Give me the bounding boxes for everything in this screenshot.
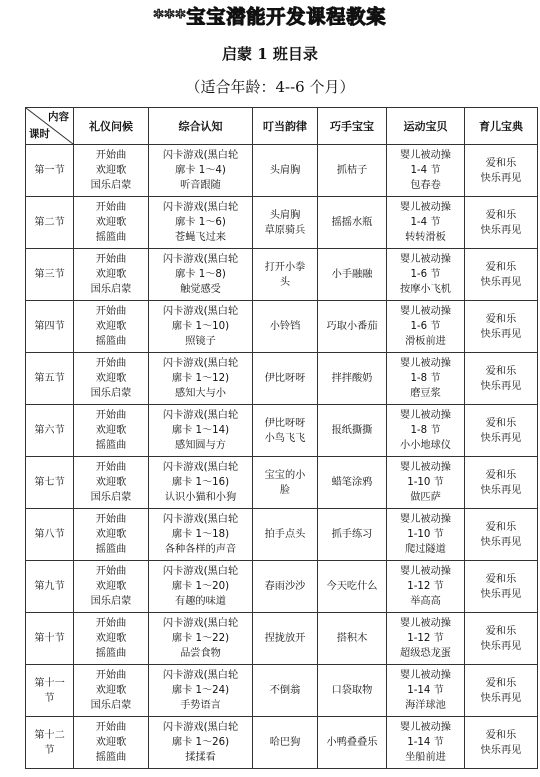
parenting-cell-line: 爱和乐 bbox=[485, 261, 517, 273]
parenting-cell bbox=[465, 249, 538, 301]
cognition-cell bbox=[149, 509, 253, 561]
sport-cell-line: 1-12 节 bbox=[407, 581, 444, 592]
lesson-cell-line: 第十一 bbox=[34, 677, 65, 689]
rhythm-cell-line: 脸 bbox=[279, 484, 291, 496]
cognition-cell-line: 廓卡 1～26) bbox=[171, 737, 230, 748]
cognition-cell-line: 感知圆与方 bbox=[175, 440, 226, 451]
lesson-cell bbox=[26, 301, 74, 353]
cognition-cell-line: 廓卡 1～22) bbox=[171, 633, 230, 644]
sport-cell bbox=[387, 145, 465, 197]
table-header-row bbox=[26, 108, 538, 145]
parenting-cell-line: 爱和乐 bbox=[485, 521, 517, 533]
lesson-cell bbox=[26, 145, 74, 197]
parenting-cell-line: 快乐再见 bbox=[480, 484, 522, 496]
table-row bbox=[26, 197, 538, 249]
lesson-cell-line: 第十节 bbox=[34, 633, 65, 644]
lesson-cell-line: 第八节 bbox=[34, 529, 65, 540]
sport-cell-line: 1-14 节 bbox=[407, 685, 444, 696]
parenting-cell bbox=[465, 145, 538, 197]
column-header-rhythm: 叮当韵律 bbox=[253, 108, 318, 145]
lesson-cell-line: 第二节 bbox=[34, 217, 65, 228]
rhythm-cell-line: 头 bbox=[279, 276, 291, 288]
greeting-cell-line: 开始曲 bbox=[95, 358, 127, 369]
sport-cell-line: 按摩小飞机 bbox=[400, 284, 451, 295]
sport-cell-line: 婴儿被动操 bbox=[400, 670, 451, 681]
sport-cell bbox=[387, 561, 465, 613]
hands-cell bbox=[318, 665, 387, 717]
greeting-cell-line: 欢迎歌 bbox=[95, 685, 127, 696]
table-row bbox=[26, 509, 538, 561]
sport-cell-line: 1-6 节 bbox=[410, 269, 441, 280]
parenting-cell-line: 爱和乐 bbox=[485, 677, 517, 689]
greeting-cell-line: 欢迎歌 bbox=[95, 425, 127, 436]
greeting-cell-line: 欢迎歌 bbox=[95, 373, 127, 384]
cognition-cell-line: 廓卡 1～10) bbox=[171, 321, 230, 332]
parenting-cell-line: 快乐再见 bbox=[480, 432, 522, 444]
sport-cell-line: 1-4 节 bbox=[410, 217, 441, 228]
rhythm-cell bbox=[253, 665, 318, 717]
cognition-cell-line: 闪卡游戏(黑白轮 bbox=[162, 618, 239, 629]
lesson-plan-table bbox=[25, 107, 538, 769]
hands-cell-line: 口袋取物 bbox=[331, 685, 373, 696]
greeting-cell-line: 国乐启蒙 bbox=[90, 596, 132, 607]
sport-cell bbox=[387, 197, 465, 249]
sport-cell-line: 婴儿被动操 bbox=[400, 254, 451, 265]
hands-cell bbox=[318, 405, 387, 457]
rhythm-cell-line: 宝宝的小 bbox=[264, 469, 306, 481]
greeting-cell-line: 欢迎歌 bbox=[95, 581, 127, 592]
greeting-cell-line: 开始曲 bbox=[95, 462, 127, 473]
rhythm-cell bbox=[253, 561, 318, 613]
greeting-cell-line: 开始曲 bbox=[95, 618, 127, 629]
greeting-cell-line: 欢迎歌 bbox=[95, 165, 127, 176]
cognition-cell-line: 廓卡 1～20) bbox=[171, 581, 230, 592]
rhythm-cell-line: 捏拢放开 bbox=[264, 633, 306, 644]
table-row bbox=[26, 249, 538, 301]
cognition-cell bbox=[149, 197, 253, 249]
column-header-sport: 运动宝贝 bbox=[387, 108, 465, 145]
hands-cell bbox=[318, 145, 387, 197]
table-row bbox=[26, 353, 538, 405]
sport-cell-line: 婴儿被动操 bbox=[400, 358, 451, 369]
lesson-cell-line: 第三节 bbox=[34, 269, 65, 280]
sport-cell-line: 婴儿被动操 bbox=[400, 722, 451, 733]
cognition-cell-line: 廓卡 1～8) bbox=[175, 269, 226, 280]
cognition-cell-line: 廓卡 1～4) bbox=[175, 165, 226, 176]
parenting-cell-line: 快乐再见 bbox=[480, 692, 522, 704]
hands-cell bbox=[318, 353, 387, 405]
column-header-greeting: 礼仪问候 bbox=[74, 108, 149, 145]
class-catalog-title: 启蒙 1 班目录 bbox=[222, 45, 318, 63]
hands-cell bbox=[318, 457, 387, 509]
sport-cell-line: 包春卷 bbox=[410, 180, 441, 191]
hands-cell-line: 报纸撕撕 bbox=[331, 425, 373, 436]
sport-cell-line: 婴儿被动操 bbox=[400, 306, 451, 317]
corner-label-lesson: 课时 bbox=[29, 128, 50, 140]
parenting-cell-line: 快乐再见 bbox=[480, 380, 522, 392]
parenting-cell-line: 快乐再见 bbox=[480, 640, 522, 652]
cognition-cell-line: 闪卡游戏(黑白轮 bbox=[162, 722, 239, 733]
table-row bbox=[26, 717, 538, 769]
sport-cell-line: 做匹萨 bbox=[410, 492, 441, 503]
hands-cell-line: 小鸭叠叠乐 bbox=[326, 737, 378, 748]
sport-cell bbox=[387, 613, 465, 665]
greeting-cell-line: 摇篮曲 bbox=[95, 336, 127, 347]
column-header-parenting: 育儿宝典 bbox=[465, 108, 538, 145]
lesson-cell bbox=[26, 353, 74, 405]
parenting-cell-line: 爱和乐 bbox=[485, 365, 517, 377]
greeting-cell-line: 开始曲 bbox=[95, 254, 127, 265]
table-row bbox=[26, 613, 538, 665]
hands-cell-line: 搭积木 bbox=[336, 633, 368, 644]
parenting-cell bbox=[465, 717, 538, 769]
cognition-cell-line: 廓卡 1～24) bbox=[171, 685, 230, 696]
greeting-cell-line: 欢迎歌 bbox=[95, 737, 127, 748]
greeting-cell-line: 开始曲 bbox=[95, 670, 127, 681]
sport-cell-line: 磨豆浆 bbox=[410, 388, 441, 399]
greeting-cell-line: 摇篮曲 bbox=[95, 544, 127, 555]
cognition-cell-line: 闪卡游戏(黑白轮 bbox=[162, 150, 239, 161]
greeting-cell-line: 欢迎歌 bbox=[95, 529, 127, 540]
rhythm-cell-line: 伊比呀呀 bbox=[264, 417, 306, 429]
lesson-cell-line: 第九节 bbox=[34, 581, 65, 592]
hands-cell-line: 今天吃什么 bbox=[326, 581, 378, 592]
rhythm-cell-line: 不倒翁 bbox=[269, 685, 301, 696]
cognition-cell-line: 廓卡 1～14) bbox=[171, 425, 230, 436]
sport-cell bbox=[387, 301, 465, 353]
lesson-cell-line: 第六节 bbox=[34, 425, 65, 436]
parenting-cell-line: 快乐再见 bbox=[480, 224, 522, 236]
sport-cell-line: 超级恐龙蛋 bbox=[400, 648, 451, 659]
hands-cell bbox=[318, 301, 387, 353]
cognition-cell-line: 闪卡游戏(黑白轮 bbox=[162, 202, 239, 213]
lesson-cell-line: 第七节 bbox=[34, 477, 65, 488]
sport-cell-line: 1-8 节 bbox=[410, 425, 441, 436]
rhythm-cell bbox=[253, 509, 318, 561]
cognition-cell bbox=[149, 561, 253, 613]
table-row bbox=[26, 665, 538, 717]
sport-cell-line: 转转滑板 bbox=[405, 232, 446, 243]
rhythm-cell bbox=[253, 405, 318, 457]
sport-cell-line: 滑板前进 bbox=[405, 336, 446, 347]
hands-cell bbox=[318, 613, 387, 665]
sport-cell-line: 举高高 bbox=[410, 596, 441, 607]
parenting-cell-line: 爱和乐 bbox=[485, 625, 517, 637]
cognition-cell bbox=[149, 717, 253, 769]
sport-cell-line: 1-4 节 bbox=[410, 165, 441, 176]
parenting-cell bbox=[465, 509, 538, 561]
greeting-cell-line: 国乐启蒙 bbox=[90, 284, 132, 295]
cognition-cell bbox=[149, 353, 253, 405]
sport-cell-line: 1-14 节 bbox=[407, 737, 444, 748]
sport-cell-line: 1-10 节 bbox=[407, 477, 444, 488]
greeting-cell bbox=[74, 301, 149, 353]
cognition-cell-line: 闪卡游戏(黑白轮 bbox=[162, 306, 239, 317]
table-row bbox=[26, 561, 538, 613]
greeting-cell-line: 国乐启蒙 bbox=[90, 492, 132, 503]
lesson-cell-line: 第十二 bbox=[34, 729, 65, 741]
lesson-cell-line: 第四节 bbox=[34, 321, 65, 332]
sport-cell-line: 小小地球仪 bbox=[400, 440, 451, 451]
hands-cell bbox=[318, 249, 387, 301]
cognition-cell-line: 有趣的味道 bbox=[175, 596, 226, 607]
cognition-cell bbox=[149, 249, 253, 301]
parenting-cell bbox=[465, 301, 538, 353]
rhythm-cell bbox=[253, 301, 318, 353]
greeting-cell-line: 开始曲 bbox=[95, 150, 127, 161]
table-row bbox=[26, 145, 538, 197]
greeting-cell bbox=[74, 197, 149, 249]
hands-cell-line: 摇摇水瓶 bbox=[331, 217, 373, 228]
parenting-cell-line: 爱和乐 bbox=[485, 469, 517, 481]
cognition-cell bbox=[149, 457, 253, 509]
cognition-cell-line: 闪卡游戏(黑白轮 bbox=[162, 358, 239, 369]
cognition-cell-line: 闪卡游戏(黑白轮 bbox=[162, 410, 239, 421]
parenting-cell-line: 爱和乐 bbox=[485, 157, 517, 169]
parenting-cell bbox=[465, 613, 538, 665]
parenting-cell bbox=[465, 353, 538, 405]
greeting-cell bbox=[74, 665, 149, 717]
rhythm-cell bbox=[253, 249, 318, 301]
lesson-cell-line: 节 bbox=[44, 744, 55, 756]
greeting-cell-line: 摇篮曲 bbox=[95, 232, 127, 243]
parenting-cell-line: 爱和乐 bbox=[485, 417, 517, 429]
sport-cell-line: 爬过隧道 bbox=[405, 544, 446, 555]
greeting-cell-line: 摇篮曲 bbox=[95, 752, 127, 763]
lesson-cell-line: 节 bbox=[44, 692, 55, 704]
rhythm-cell bbox=[253, 613, 318, 665]
parenting-cell-line: 爱和乐 bbox=[485, 729, 517, 741]
greeting-cell bbox=[74, 249, 149, 301]
lesson-cell bbox=[26, 613, 74, 665]
parenting-cell bbox=[465, 197, 538, 249]
parenting-cell-line: 快乐再见 bbox=[480, 172, 522, 184]
sport-cell-line: 1-8 节 bbox=[410, 373, 441, 384]
cognition-cell-line: 闪卡游戏(黑白轮 bbox=[162, 566, 239, 577]
cognition-cell-line: 闪卡游戏(黑白轮 bbox=[162, 462, 239, 473]
lesson-cell bbox=[26, 405, 74, 457]
lesson-cell-line: 第一节 bbox=[34, 165, 65, 176]
cognition-cell bbox=[149, 665, 253, 717]
sport-cell-line: 婴儿被动操 bbox=[400, 514, 451, 525]
greeting-cell bbox=[74, 457, 149, 509]
cognition-cell-line: 闪卡游戏(黑白轮 bbox=[162, 254, 239, 265]
greeting-cell-line: 欢迎歌 bbox=[95, 633, 127, 644]
sport-cell bbox=[387, 457, 465, 509]
sport-cell-line: 婴儿被动操 bbox=[400, 410, 451, 421]
cognition-cell bbox=[149, 405, 253, 457]
parenting-cell-line: 爱和乐 bbox=[485, 313, 517, 325]
rhythm-cell bbox=[253, 197, 318, 249]
cognition-cell-line: 听音跟随 bbox=[180, 180, 221, 191]
cognition-cell-line: 廓卡 1～12) bbox=[171, 373, 230, 384]
parenting-cell-line: 爱和乐 bbox=[485, 573, 517, 585]
greeting-cell-line: 欢迎歌 bbox=[95, 217, 127, 228]
cognition-cell bbox=[149, 613, 253, 665]
greeting-cell bbox=[74, 509, 149, 561]
sport-cell-line: 婴儿被动操 bbox=[400, 566, 451, 577]
cognition-cell-line: 廓卡 1～16) bbox=[171, 477, 230, 488]
greeting-cell-line: 开始曲 bbox=[95, 514, 127, 525]
greeting-cell bbox=[74, 613, 149, 665]
sport-cell bbox=[387, 249, 465, 301]
rhythm-cell bbox=[253, 353, 318, 405]
sport-cell-line: 1-10 节 bbox=[407, 529, 444, 540]
lesson-cell bbox=[26, 509, 74, 561]
cognition-cell-line: 闪卡游戏(黑白轮 bbox=[162, 670, 239, 681]
greeting-cell bbox=[74, 717, 149, 769]
parenting-cell-line: 快乐再见 bbox=[480, 536, 522, 548]
parenting-cell-line: 快乐再见 bbox=[480, 588, 522, 600]
rhythm-cell-line: 哈巴狗 bbox=[269, 737, 301, 748]
age-range-note: （适合年龄：4--6 个月） bbox=[185, 78, 355, 96]
rhythm-cell-line: 头肩胸 bbox=[269, 209, 301, 221]
sport-cell-line: 婴儿被动操 bbox=[400, 462, 451, 473]
rhythm-cell-line: 打开小拳 bbox=[264, 261, 306, 273]
hands-cell-line: 巧取小番茄 bbox=[326, 321, 378, 332]
greeting-cell-line: 开始曲 bbox=[95, 566, 127, 577]
lesson-cell bbox=[26, 717, 74, 769]
hands-cell bbox=[318, 509, 387, 561]
sport-cell-line: 1-12 节 bbox=[407, 633, 444, 644]
cognition-cell-line: 苍蝇飞过来 bbox=[175, 232, 226, 243]
sport-cell-line: 海洋球池 bbox=[405, 700, 446, 711]
column-header-hands: 巧手宝宝 bbox=[318, 108, 387, 145]
rhythm-cell-line: 小铃铛 bbox=[269, 321, 301, 332]
greeting-cell-line: 开始曲 bbox=[95, 306, 127, 317]
sport-cell-line: 婴儿被动操 bbox=[400, 618, 451, 629]
rhythm-cell-line: 草原骑兵 bbox=[264, 224, 306, 236]
corner-header-cell bbox=[26, 108, 74, 145]
parenting-cell-line: 爱和乐 bbox=[485, 209, 517, 221]
lesson-cell-line: 第五节 bbox=[34, 373, 65, 384]
cognition-cell-line: 触觉感受 bbox=[180, 284, 221, 295]
greeting-cell-line: 欢迎歌 bbox=[95, 269, 127, 280]
greeting-cell-line: 开始曲 bbox=[95, 202, 127, 213]
rhythm-cell-line: 伊比呀呀 bbox=[264, 373, 306, 384]
greeting-cell-line: 摇篮曲 bbox=[95, 440, 127, 451]
greeting-cell-line: 开始曲 bbox=[95, 722, 127, 733]
hands-cell-line: 蜡笔涂鸦 bbox=[331, 477, 373, 488]
lesson-cell bbox=[26, 457, 74, 509]
rhythm-cell-line: 头肩胸 bbox=[269, 165, 301, 176]
greeting-cell bbox=[74, 405, 149, 457]
parenting-cell-line: 快乐再见 bbox=[480, 276, 522, 288]
cognition-cell-line: 感知大与小 bbox=[175, 388, 226, 399]
greeting-cell-line: 欢迎歌 bbox=[95, 321, 127, 332]
sport-cell bbox=[387, 509, 465, 561]
cognition-cell-line: 闪卡游戏(黑白轮 bbox=[162, 514, 239, 525]
lesson-cell bbox=[26, 561, 74, 613]
rhythm-cell-line: 春雨沙沙 bbox=[264, 581, 306, 592]
rhythm-cell-line: 拍手点头 bbox=[264, 529, 306, 540]
lesson-cell bbox=[26, 249, 74, 301]
greeting-cell-line: 摇篮曲 bbox=[95, 648, 127, 659]
cognition-cell-line: 品尝食物 bbox=[180, 648, 221, 659]
corner-label-content: 内容 bbox=[48, 111, 69, 123]
sport-cell bbox=[387, 353, 465, 405]
sport-cell bbox=[387, 405, 465, 457]
sport-cell-line: 婴儿被动操 bbox=[400, 202, 451, 213]
greeting-cell bbox=[74, 353, 149, 405]
table-row bbox=[26, 301, 538, 353]
greeting-cell-line: 欢迎歌 bbox=[95, 477, 127, 488]
parenting-cell bbox=[465, 561, 538, 613]
cognition-cell-line: 揉揉看 bbox=[185, 752, 216, 763]
parenting-cell-line: 快乐再见 bbox=[480, 328, 522, 340]
cognition-cell-line: 手势语言 bbox=[180, 700, 221, 711]
lesson-cell bbox=[26, 665, 74, 717]
greeting-cell-line: 国乐启蒙 bbox=[90, 700, 132, 711]
document-title: ***宝宝潜能开发课程教案 bbox=[153, 6, 387, 28]
table-row bbox=[26, 457, 538, 509]
rhythm-cell-line: 小鸟飞飞 bbox=[264, 432, 306, 444]
greeting-cell-line: 开始曲 bbox=[95, 410, 127, 421]
sport-cell-line: 坐船前进 bbox=[405, 752, 446, 763]
hands-cell bbox=[318, 717, 387, 769]
greeting-cell-line: 国乐启蒙 bbox=[90, 388, 132, 399]
sport-cell-line: 婴儿被动操 bbox=[400, 150, 451, 161]
cognition-cell-line: 廓卡 1～18) bbox=[171, 529, 230, 540]
parenting-cell bbox=[465, 457, 538, 509]
sport-cell bbox=[387, 717, 465, 769]
greeting-cell-line: 国乐启蒙 bbox=[90, 180, 132, 191]
cognition-cell-line: 各种各样的声音 bbox=[164, 544, 237, 555]
parenting-cell-line: 快乐再见 bbox=[480, 744, 522, 756]
parenting-cell bbox=[465, 665, 538, 717]
cognition-cell-line: 照镜子 bbox=[185, 336, 216, 347]
rhythm-cell bbox=[253, 145, 318, 197]
cognition-cell bbox=[149, 145, 253, 197]
sport-cell bbox=[387, 665, 465, 717]
lesson-cell bbox=[26, 197, 74, 249]
parenting-cell bbox=[465, 405, 538, 457]
cognition-cell bbox=[149, 301, 253, 353]
hands-cell bbox=[318, 197, 387, 249]
column-header-cognition: 综合认知 bbox=[149, 108, 253, 145]
hands-cell-line: 小手融融 bbox=[331, 269, 373, 280]
hands-cell-line: 抓桔子 bbox=[336, 165, 368, 176]
greeting-cell bbox=[74, 561, 149, 613]
hands-cell bbox=[318, 561, 387, 613]
lesson-plan-body bbox=[26, 145, 538, 769]
greeting-cell bbox=[74, 145, 149, 197]
rhythm-cell bbox=[253, 457, 318, 509]
cognition-cell-line: 廓卡 1～6) bbox=[175, 217, 226, 228]
sport-cell-line: 1-6 节 bbox=[410, 321, 441, 332]
table-row bbox=[26, 405, 538, 457]
hands-cell-line: 抓手练习 bbox=[331, 529, 373, 540]
hands-cell-line: 拌拌酸奶 bbox=[331, 373, 373, 384]
rhythm-cell bbox=[253, 717, 318, 769]
cognition-cell-line: 认识小猫和小狗 bbox=[164, 492, 237, 503]
